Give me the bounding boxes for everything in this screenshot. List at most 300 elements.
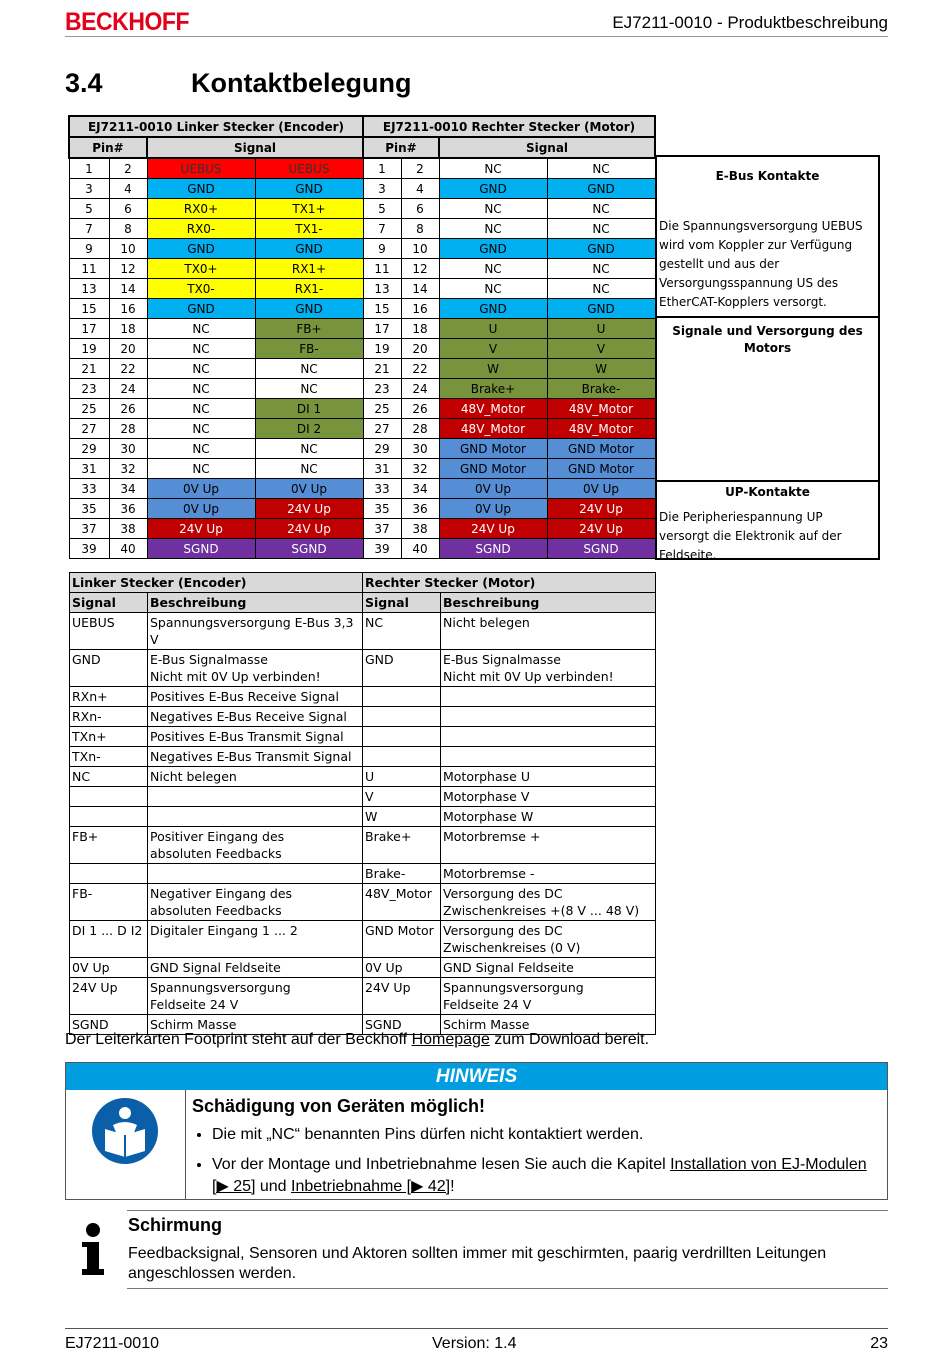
signal-cell: TX0+	[147, 259, 255, 279]
installation-link[interactable]: Installation von EJ-Modulen [▶ 25]	[212, 1156, 867, 1195]
signal-cell: NC	[255, 439, 363, 459]
footer-version: Version: 1.4	[432, 1335, 517, 1352]
signal-cell: 0V Up	[147, 479, 255, 499]
hinweis-list	[192, 1124, 872, 1198]
right-connector-title: Rechter Stecker (Motor)	[363, 573, 656, 593]
pin-number: 3	[69, 179, 109, 199]
pin-number: 27	[69, 419, 109, 439]
signal-cell: NC	[255, 459, 363, 479]
pin-number: 40	[401, 539, 439, 559]
pin-row	[69, 519, 655, 539]
schirmung-text: Feedbacksignal, Sensoren und Aktoren sollten immer mit geschirmten, paarig verdrillten Leitungen angeschlossen werden.	[128, 1245, 827, 1282]
pin-number: 12	[401, 259, 439, 279]
signal-name-cell: SGND	[363, 1015, 441, 1035]
pin-number: 19	[363, 339, 401, 359]
signal-cell: 0V Up	[439, 499, 547, 519]
pin-row	[69, 319, 655, 339]
pin-number: 34	[401, 479, 439, 499]
pin-row	[69, 239, 655, 259]
pin-number: 2	[401, 158, 439, 179]
signal-name-cell	[363, 707, 441, 727]
signal-cell: W	[439, 359, 547, 379]
signal-cell: NC	[547, 279, 655, 299]
signal-cell: NC	[547, 199, 655, 219]
section-number: 3.4	[65, 68, 103, 98]
signal-cell: GND	[147, 299, 255, 319]
pin-row	[69, 539, 655, 559]
pin-number: 16	[109, 299, 147, 319]
pin-number: 6	[109, 199, 147, 219]
signal-description-cell: E-Bus Signalmasse Nicht mit 0V Up verbinden!	[148, 650, 363, 687]
signal-cell: TX1-	[255, 219, 363, 239]
signal-description-cell: Spannungsversorgung Feldseite 24 V	[148, 978, 363, 1015]
signal-description-cell: GND Signal Feldseite	[441, 958, 656, 978]
signal-description-cell	[148, 787, 363, 807]
signal-name-cell: RXn+	[70, 687, 148, 707]
pin-number: 29	[363, 439, 401, 459]
description-row	[70, 650, 656, 687]
description-row	[70, 864, 656, 884]
signal-description-cell: Schirm Masse	[441, 1015, 656, 1035]
pin-number: 28	[401, 419, 439, 439]
up-contacts-text: Die Peripheriespannung UP versorgt die Elektronik auf der Feldseite.	[659, 510, 842, 562]
signal-name-cell: FB-	[70, 884, 148, 921]
signal-description-cell: Motorphase W	[441, 807, 656, 827]
pin-number: 10	[109, 239, 147, 259]
signal-cell: NC	[439, 199, 547, 219]
pin-number: 19	[69, 339, 109, 359]
signal-name-cell	[70, 807, 148, 827]
signal-cell: GND Motor	[439, 439, 547, 459]
header-divider	[65, 36, 888, 37]
bullet-text: !	[450, 1178, 455, 1195]
pin-number: 32	[401, 459, 439, 479]
pin-number: 14	[401, 279, 439, 299]
footprint-note	[65, 1031, 649, 1049]
pin-number: 34	[109, 479, 147, 499]
signal-cell: UEBUS	[147, 158, 255, 179]
pin-row	[69, 339, 655, 359]
pin-row	[69, 499, 655, 519]
signal-cell: 24V Up	[255, 519, 363, 539]
signal-description-cell: Spannungsversorgung E-Bus 3,3 V	[148, 613, 363, 650]
signal-name-cell	[363, 687, 441, 707]
pin-number: 2	[109, 158, 147, 179]
signal-cell: 0V Up	[147, 499, 255, 519]
signal-cell: RX1+	[255, 259, 363, 279]
signal-cell: DI 1	[255, 399, 363, 419]
pin-number: 4	[401, 179, 439, 199]
signal-name-cell: 0V Up	[363, 958, 441, 978]
schirmung-bottom-rule	[127, 1288, 888, 1289]
schirmung-top-rule	[127, 1210, 888, 1211]
signal-cell: 48V_Motor	[547, 399, 655, 419]
signal-name-cell: U	[363, 767, 441, 787]
pin-row	[69, 459, 655, 479]
pin-number: 17	[69, 319, 109, 339]
pin-number: 4	[109, 179, 147, 199]
signal-cell: SGND	[547, 539, 655, 559]
pin-number: 20	[401, 339, 439, 359]
hinweis-bullet	[212, 1154, 872, 1198]
signal-name-cell: DI 1 ... D I2	[70, 921, 148, 958]
signal-description-cell: Versorgung des DC Zwischenkreises (0 V)	[441, 921, 656, 958]
pin-number: 32	[109, 459, 147, 479]
pin-number: 9	[69, 239, 109, 259]
signal-name-cell: 0V Up	[70, 958, 148, 978]
signal-header: Signal	[147, 137, 363, 158]
signal-col-header: Signal	[363, 593, 441, 613]
signal-cell: 24V Up	[147, 519, 255, 539]
description-row	[70, 921, 656, 958]
signal-cell: DI 2	[255, 419, 363, 439]
up-contacts-box	[655, 480, 880, 560]
signal-cell: NC	[255, 379, 363, 399]
signal-cell: NC	[547, 259, 655, 279]
description-row	[70, 727, 656, 747]
signal-cell: 24V Up	[547, 519, 655, 539]
signal-name-cell: Brake-	[363, 864, 441, 884]
signal-cell: NC	[147, 439, 255, 459]
signal-cell: NC	[439, 259, 547, 279]
signal-name-cell	[70, 864, 148, 884]
right-connector-title: EJ7211-0010 Rechter Stecker (Motor)	[363, 116, 655, 137]
signal-name-cell: TXn-	[70, 747, 148, 767]
pin-row	[69, 179, 655, 199]
pin-number: 10	[401, 239, 439, 259]
signal-name-cell	[70, 787, 148, 807]
pin-number: 13	[363, 279, 401, 299]
signal-cell: U	[547, 319, 655, 339]
signal-description-cell	[441, 687, 656, 707]
signal-cell: NC	[147, 319, 255, 339]
pin-number: 7	[363, 219, 401, 239]
signal-cell: UEBUS	[255, 158, 363, 179]
signal-cell: U	[439, 319, 547, 339]
pin-number: 1	[363, 158, 401, 179]
description-col-header: Beschreibung	[148, 593, 363, 613]
signal-cell: 24V Up	[439, 519, 547, 539]
signal-name-cell: FB+	[70, 827, 148, 864]
pin-number: 30	[109, 439, 147, 459]
signal-cell: RX1-	[255, 279, 363, 299]
signal-cell: NC	[147, 399, 255, 419]
signal-description-cell	[441, 707, 656, 727]
signal-description-cell: Schirm Masse	[148, 1015, 363, 1035]
pin-number: 29	[69, 439, 109, 459]
pin-number: 3	[363, 179, 401, 199]
ebus-contacts-title: E-Bus Kontakte	[715, 169, 820, 183]
motor-signals-box	[655, 316, 880, 482]
pin-number: 18	[109, 319, 147, 339]
signal-name-cell: W	[363, 807, 441, 827]
info-icon	[80, 1222, 106, 1277]
signal-cell: RX0-	[147, 219, 255, 239]
pin-row	[69, 279, 655, 299]
signal-cell: GND	[255, 299, 363, 319]
signal-name-cell: 24V Up	[70, 978, 148, 1015]
signal-cell: RX0+	[147, 199, 255, 219]
pin-number: 33	[363, 479, 401, 499]
pin-number: 24	[109, 379, 147, 399]
signal-cell: FB-	[255, 339, 363, 359]
signal-name-cell: NC	[363, 613, 441, 650]
pin-number: 31	[69, 459, 109, 479]
signal-cell: NC	[439, 158, 547, 179]
signal-cell: GND Motor	[547, 459, 655, 479]
pin-number: 36	[109, 499, 147, 519]
pin-number: 16	[401, 299, 439, 319]
description-row	[70, 767, 656, 787]
signal-description-table	[69, 572, 656, 1035]
pin-number: 24	[401, 379, 439, 399]
pin-number: 6	[401, 199, 439, 219]
hinweis-icon-cell	[66, 1090, 186, 1199]
description-row	[70, 707, 656, 727]
signal-cell: GND	[147, 179, 255, 199]
section-title: Kontaktbelegung	[191, 68, 412, 98]
signal-cell: 48V_Motor	[439, 419, 547, 439]
signal-cell: GND	[439, 239, 547, 259]
pin-row	[69, 359, 655, 379]
signal-description-cell: Negativer Eingang des absoluten Feedbacks	[148, 884, 363, 921]
left-connector-title: EJ7211-0010 Linker Stecker (Encoder)	[69, 116, 363, 137]
pin-number: 28	[109, 419, 147, 439]
signal-name-cell: 24V Up	[363, 978, 441, 1015]
pin-number: 39	[69, 539, 109, 559]
signal-cell: NC	[439, 219, 547, 239]
pin-header: Pin#	[69, 137, 147, 158]
signal-description-cell: Motorbremse +	[441, 827, 656, 864]
footer-divider	[65, 1328, 888, 1329]
pin-number: 11	[69, 259, 109, 279]
signal-description-cell: Motorphase U	[441, 767, 656, 787]
signal-cell: Brake-	[547, 379, 655, 399]
pin-number: 26	[109, 399, 147, 419]
signal-cell: 48V_Motor	[547, 419, 655, 439]
left-connector-title: Linker Stecker (Encoder)	[70, 573, 363, 593]
pin-assignment-table	[68, 115, 656, 559]
signal-description-cell	[148, 864, 363, 884]
signal-description-cell	[148, 807, 363, 827]
signal-cell: GND	[547, 299, 655, 319]
pin-number: 40	[109, 539, 147, 559]
pin-number: 33	[69, 479, 109, 499]
signal-name-cell: GND	[70, 650, 148, 687]
signal-description-cell: Versorgung des DC Zwischenkreises +(8 V ... 48 V)	[441, 884, 656, 921]
pin-number: 7	[69, 219, 109, 239]
pin-number: 38	[401, 519, 439, 539]
signal-cell: GND Motor	[439, 459, 547, 479]
pin-number: 25	[363, 399, 401, 419]
signal-cell: SGND	[439, 539, 547, 559]
pin-number: 37	[69, 519, 109, 539]
signal-cell: NC	[255, 359, 363, 379]
signal-cell: GND	[255, 239, 363, 259]
signal-cell: GND	[439, 179, 547, 199]
description-row	[70, 613, 656, 650]
bullet-text: und	[255, 1178, 292, 1195]
pin-number: 26	[401, 399, 439, 419]
signal-description-cell: Nicht belegen	[148, 767, 363, 787]
homepage-link[interactable]: Homepage	[411, 1031, 490, 1048]
signal-cell: NC	[147, 339, 255, 359]
description-row	[70, 978, 656, 1015]
schirmung-title: Schirmung	[128, 1215, 223, 1235]
signal-cell: FB+	[255, 319, 363, 339]
signal-description-cell: Motorphase V	[441, 787, 656, 807]
pin-row	[69, 199, 655, 219]
signal-name-cell: GND Motor	[363, 921, 441, 958]
hinweis-header: HINWEIS	[66, 1063, 887, 1090]
signal-description-cell: Negatives E-Bus Transmit Signal	[148, 747, 363, 767]
pin-number: 21	[69, 359, 109, 379]
signal-description-cell: Nicht belegen	[441, 613, 656, 650]
signal-cell: NC	[439, 279, 547, 299]
signal-name-cell: UEBUS	[70, 613, 148, 650]
pin-header: Pin#	[363, 137, 439, 158]
ebus-contacts-text: Die Spannungsversorgung UEBUS wird vom Koppler zur Verfügung gestellt und aus der Versorgungsspannung US des EtherCAT-Kopplers versorgt.	[659, 219, 863, 309]
signal-description-cell: Positiver Eingang des absoluten Feedbacks	[148, 827, 363, 864]
signal-cell: SGND	[147, 539, 255, 559]
signal-col-header: Signal	[70, 593, 148, 613]
pin-number: 13	[69, 279, 109, 299]
beckhoff-logo: BECKHOFF	[65, 8, 190, 36]
signal-cell: NC	[147, 379, 255, 399]
signal-cell: 0V Up	[439, 479, 547, 499]
hinweis-body	[192, 1096, 872, 1206]
description-row	[70, 787, 656, 807]
pin-number: 25	[69, 399, 109, 419]
pin-row	[69, 379, 655, 399]
pin-number: 11	[363, 259, 401, 279]
signal-description-cell: E-Bus Signalmasse Nicht mit 0V Up verbinden!	[441, 650, 656, 687]
pin-number: 9	[363, 239, 401, 259]
hinweis-notice	[65, 1062, 888, 1200]
pin-number: 31	[363, 459, 401, 479]
description-row	[70, 958, 656, 978]
pin-number: 35	[363, 499, 401, 519]
signal-cell: 0V Up	[255, 479, 363, 499]
pin-number: 15	[69, 299, 109, 319]
signal-cell: GND Motor	[547, 439, 655, 459]
pin-number: 8	[109, 219, 147, 239]
footer-product: EJ7211-0010	[65, 1335, 159, 1352]
signal-description-cell: Digitaler Eingang 1 ... 2	[148, 921, 363, 958]
pin-row	[69, 439, 655, 459]
pin-number: 8	[401, 219, 439, 239]
pin-number: 37	[363, 519, 401, 539]
description-row	[70, 884, 656, 921]
pin-number: 35	[69, 499, 109, 519]
description-row	[70, 747, 656, 767]
document-title: EJ7211-0010 - Produktbeschreibung	[612, 13, 888, 32]
signal-cell: NC	[147, 459, 255, 479]
signal-cell: SGND	[255, 539, 363, 559]
signal-cell: V	[547, 339, 655, 359]
signal-cell: TX0-	[147, 279, 255, 299]
signal-name-cell: TXn+	[70, 727, 148, 747]
signal-name-cell: V	[363, 787, 441, 807]
pin-number: 1	[69, 158, 109, 179]
description-row	[70, 807, 656, 827]
signal-cell: NC	[547, 158, 655, 179]
pin-number: 5	[69, 199, 109, 219]
pin-number: 18	[401, 319, 439, 339]
pin-row	[69, 479, 655, 499]
signal-cell: NC	[147, 359, 255, 379]
signal-name-cell: NC	[70, 767, 148, 787]
signal-cell: GND	[547, 179, 655, 199]
signal-name-cell	[363, 747, 441, 767]
signal-name-cell: Brake+	[363, 827, 441, 864]
pin-row	[69, 219, 655, 239]
signal-name-cell	[363, 727, 441, 747]
manual-reading-icon	[89, 1095, 161, 1167]
signal-cell: V	[439, 339, 547, 359]
signal-name-cell: RXn-	[70, 707, 148, 727]
signal-cell: GND	[147, 239, 255, 259]
signal-description-cell: Spannungsversorgung Feldseite 24 V	[441, 978, 656, 1015]
signal-description-cell: GND Signal Feldseite	[148, 958, 363, 978]
pin-number: 12	[109, 259, 147, 279]
signal-cell: Brake+	[439, 379, 547, 399]
ebus-contacts-box	[655, 155, 880, 318]
pin-number: 38	[109, 519, 147, 539]
description-row	[70, 827, 656, 864]
signal-cell: 48V_Motor	[439, 399, 547, 419]
signal-description-cell: Motorbremse -	[441, 864, 656, 884]
pin-row	[69, 259, 655, 279]
pin-number: 14	[109, 279, 147, 299]
signal-description-cell	[441, 727, 656, 747]
pin-number: 23	[69, 379, 109, 399]
signal-name-cell: 48V_Motor	[363, 884, 441, 921]
footnote-text: Der Leiterkarten Footprint steht auf der Beckhoff	[65, 1031, 412, 1048]
pin-row	[69, 419, 655, 439]
pin-number: 21	[363, 359, 401, 379]
page-number: 23	[870, 1335, 888, 1352]
pin-number: 23	[363, 379, 401, 399]
pin-number: 5	[363, 199, 401, 219]
signal-description-cell	[441, 747, 656, 767]
signal-cell: NC	[147, 419, 255, 439]
pin-number: 22	[401, 359, 439, 379]
pin-number: 39	[363, 539, 401, 559]
bullet-text: Vor der Montage und Inbetriebnahme lesen Sie auch die Kapitel	[212, 1156, 671, 1173]
motor-signals-title: Signale und Versorgung des Motors	[672, 324, 863, 355]
hinweis-bullet: • Die mit „NC“ benannten Pins dürfen nicht kontaktiert werden.	[212, 1124, 872, 1146]
signal-header: Signal	[439, 137, 655, 158]
description-row	[70, 687, 656, 707]
up-contacts-title: UP-Kontakte	[725, 485, 810, 499]
pin-number: 36	[401, 499, 439, 519]
pin-number: 30	[401, 439, 439, 459]
signal-name-cell: GND	[363, 650, 441, 687]
signal-cell: GND	[255, 179, 363, 199]
signal-cell: 24V Up	[255, 499, 363, 519]
signal-cell: GND	[439, 299, 547, 319]
pin-row	[69, 399, 655, 419]
signal-description-cell: Positives E-Bus Transmit Signal	[148, 727, 363, 747]
pin-number: 15	[363, 299, 401, 319]
pin-row	[69, 158, 655, 179]
pin-number: 27	[363, 419, 401, 439]
signal-cell: GND	[547, 239, 655, 259]
inbetriebnahme-link[interactable]: Inbetriebnahme [▶ 42]	[291, 1178, 451, 1195]
footnote-text: zum Download bereit.	[489, 1031, 650, 1048]
signal-description-cell: Positives E-Bus Receive Signal	[148, 687, 363, 707]
